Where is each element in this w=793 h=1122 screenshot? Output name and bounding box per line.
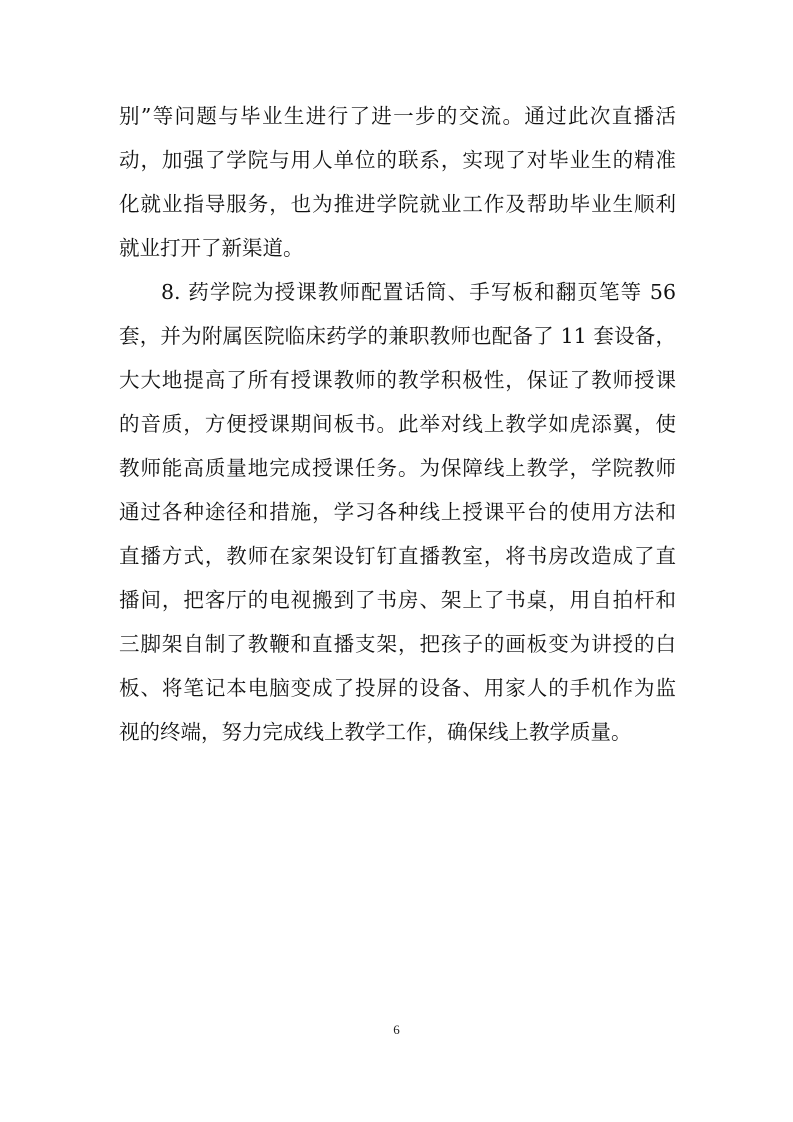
page-number: 6 <box>393 1022 400 1037</box>
text-line: 三脚架自制了教鞭和直播支架，把孩子的画板变为讲授的白 <box>119 632 676 656</box>
text-line: 化就业指导服务，也为推进学院就业工作及帮助毕业生顺利 <box>119 192 676 216</box>
text-line: 通过各种途径和措施，学习各种线上授课平台的使用方法和 <box>119 500 676 524</box>
text-line: 直播方式，教师在家架设钉钉直播教室，将书房改造成了直 <box>119 544 676 568</box>
text-line: 套，并为附属医院临床药学的兼职教师也配备了 11 套设备， <box>119 324 676 348</box>
text-line: 就业打开了新渠道。 <box>119 236 304 260</box>
text-line: 视的终端，努力完成线上教学工作，确保线上教学质量。 <box>119 720 632 744</box>
text-line: 动，加强了学院与用人单位的联系，实现了对毕业生的精准 <box>119 148 676 172</box>
text-line: 的音质，方便授课期间板书。此举对线上教学如虎添翼，使 <box>119 412 676 436</box>
text-line: 8. 药学院为授课教师配置话筒、手写板和翻页笔等 56 <box>161 280 676 304</box>
text-line: 大大地提高了所有授课教师的教学积极性，保证了教师授课 <box>119 368 676 392</box>
text-line: 别”等问题与毕业生进行了进一步的交流。通过此次直播活 <box>119 104 676 128</box>
text-line: 教师能高质量地完成授课任务。为保障线上教学，学院教师 <box>119 456 676 480</box>
text-line: 板、将笔记本电脑变成了投屏的设备、用家人的手机作为监 <box>119 676 676 700</box>
text-line: 播间，把客厅的电视搬到了书房、架上了书桌，用自拍杆和 <box>119 588 676 612</box>
